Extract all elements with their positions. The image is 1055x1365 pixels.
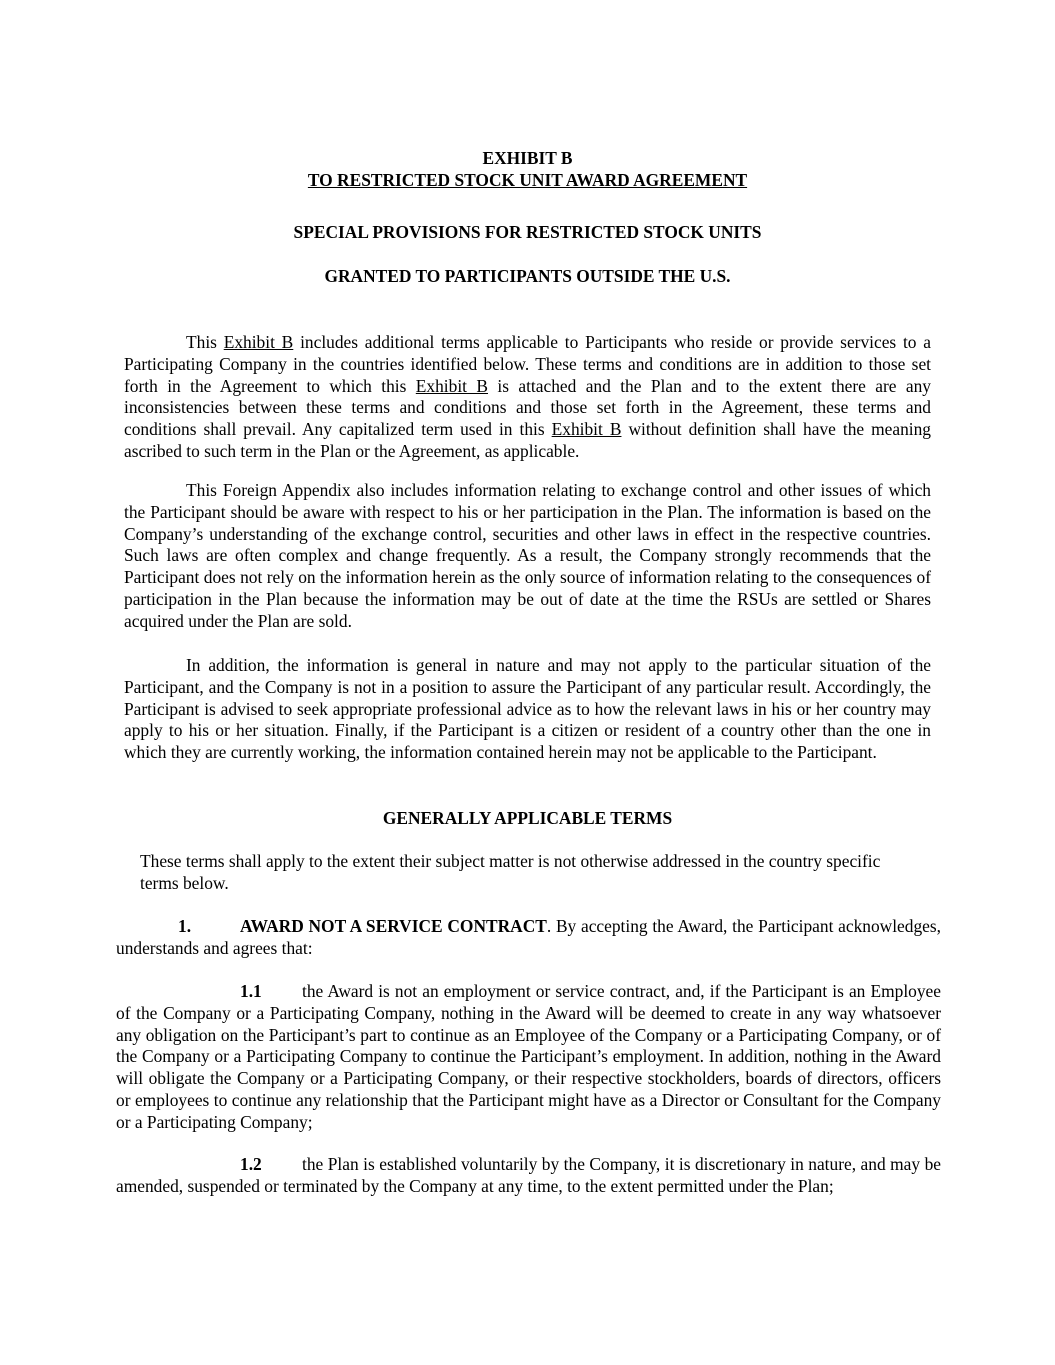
intro-p1-text-c: is attached and the Plan and to the extent there are any inconsistencies between these terms and conditions and those set forth in the Agreement, these terms and conditions shall prevail. Any capitalized term used in this — [124, 375, 931, 440]
subsection-1-1-number: 1.1 — [240, 981, 262, 1001]
section-1-title: AWARD NOT A SERVICE CONTRACT — [240, 916, 547, 936]
exhibit-b-reference-3: Exhibit B — [551, 419, 622, 440]
intro-paragraph-2 — [124, 480, 931, 633]
intro-paragraph-1 — [124, 332, 931, 463]
exhibit-b-reference-1: Exhibit B — [223, 332, 294, 352]
exhibit-heading — [0, 148, 1055, 192]
intro-p1-text-d: without definition shall have the meaning ascribed to such term in the Plan or the Agreement, as applicable. — [124, 419, 932, 461]
exhibit-title: EXHIBIT B — [482, 148, 573, 168]
exhibit-subtitle: TO RESTRICTED STOCK UNIT AWARD AGREEMENT — [307, 169, 748, 190]
section-1-text: . By accepting the Award, the Participant acknowledges, understands and agrees that: — [116, 916, 941, 958]
exhibit-b-reference-2: Exhibit B — [415, 375, 488, 396]
granted-outside-heading: GRANTED TO PARTICIPANTS OUTSIDE THE U.S. — [324, 266, 731, 286]
subsection-1-1-text: the Award is not an employment or service contract, and, if the Participant is an Employee of the Company or a Participating Company, nothing in the Award will be deemed to create in any way whatsoever any obligation on the Participant’s part to continue as an Employee of the Company or a Participating Company, or of the Company or a Participating Company to continue the Participant’s employment. In addition, nothing in the Award will obligate the Company or a Participating Company, or their respective stockholders, boards of directors, officers or employees to continue any relationship that the Participant might have as a Director or Consultant for the Company or a Participating Company; — [116, 981, 941, 1132]
intro-p3-text: In addition, the information is general in nature and may not apply to the particular situation of the Participant, and the Company is not in a position to assure the Participant of any particular result. Accordingly, the Participant is advised to seek appropriate professional advice as to how the relevant laws in his or her country may apply to his or her situation. Finally, if the Participant is a citizen or resident of a country other than the one in which they are currently working, the information contained herein may not be applicable to the Participant. — [124, 655, 931, 763]
special-provisions-heading: SPECIAL PROVISIONS FOR RESTRICTED STOCK UNITS — [293, 222, 762, 242]
subsection-1-1-paragraph — [116, 981, 941, 1134]
subsection-1-2-text: the Plan is established voluntarily by the Company, it is discretionary in nature, and may be amended, suspended or terminated by the Company at any time, to the extent permitted under the Plan; — [116, 1154, 941, 1196]
intro-paragraph-3 — [124, 655, 931, 764]
section-1-paragraph — [116, 916, 941, 960]
section-1-number: 1. — [178, 916, 192, 936]
generally-applicable-terms-heading: GENERALLY APPLICABLE TERMS — [382, 808, 673, 828]
subsection-1-2-number: 1.2 — [240, 1154, 262, 1174]
intro-p1-text-b: includes additional terms applicable to Participants who reside or provide services to a Participating Company in the countries identified below. These terms and conditions are in addition to those set forth in the Agreement to which this — [124, 332, 931, 396]
intro-p1-text-a: This — [186, 332, 224, 352]
general-intro-paragraph: These terms shall apply to the extent their subject matter is not otherwise addressed in the country specific terms below. — [140, 851, 881, 893]
intro-p2-text: This Foreign Appendix also includes information relating to exchange control and other issues of which the Participant should be aware with respect to his or her participation in the Plan. The information is based on the Company’s understanding of the exchange control, securities and other laws in effect in the respective countries. Such laws are often complex and change frequently. As a result, the Company strongly recommends that the Participant does not rely on the information herein as the only source of information relating to the consequences of participation in the Plan because the information may be out of date at the time the RSUs are settled or Shares acquired under the Plan are sold. — [124, 480, 931, 631]
subsection-1-2-paragraph — [116, 1154, 941, 1198]
